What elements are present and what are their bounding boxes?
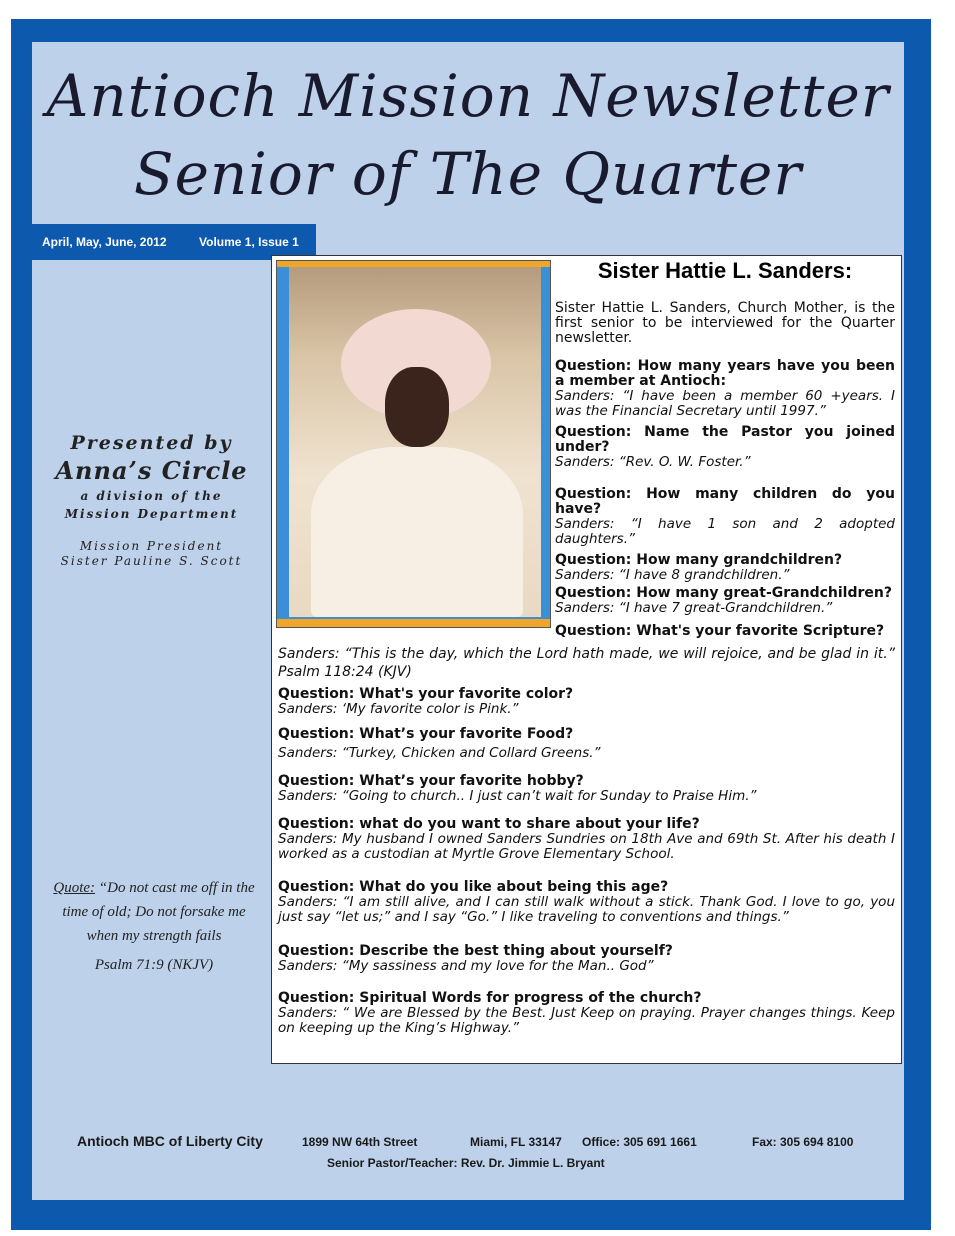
newsletter-subtitle: Senior of The Quarter <box>133 140 803 208</box>
division-text: a division of the <box>80 489 223 503</box>
article-intro: Sister Hattie L. Sanders, Church Mother, is the first senior to be interviewed for the Quarter newsletter. <box>555 300 895 346</box>
question: Question: What do you like about being this age? <box>278 879 669 895</box>
presented-by: Presented by <box>70 432 233 454</box>
qa-item <box>555 487 895 547</box>
answer: Sanders: “Turkey, Chicken and Collard Greens.” <box>278 745 601 761</box>
answer: Sanders: “My sassiness and my love for the Man.. God” <box>278 958 654 974</box>
article-heading: Sister Hattie L. Sanders: <box>597 258 853 283</box>
president-name: Sister Pauline S. Scott <box>60 554 243 568</box>
answer: Sanders: “I am still alive, and I can still walk without a stick. Thank God. I love to go, you just say “let us;” and I say “Go.” I like traveling to conventions and things.” <box>278 894 895 925</box>
qa-item <box>278 774 895 804</box>
circle-name: Anna’s Circle <box>55 456 248 485</box>
question: Question: Describe the best thing about yourself? <box>278 943 673 959</box>
qa-item <box>278 991 895 1036</box>
president-title: Mission President <box>79 539 224 553</box>
answer: Sanders: “I have 1 son and 2 adopted daughters.” <box>555 516 895 547</box>
newsletter-title: Antioch Mission Newsletter <box>46 62 890 130</box>
footer-address: 1899 NW 64th Street <box>302 1135 418 1149</box>
question: Question: How many children do you have? <box>555 486 895 517</box>
question: Question: How many years have you been a member at Antioch: <box>555 358 895 389</box>
answer: Sanders: “I have 7 great-Grandchildren.” <box>555 600 833 616</box>
qa-item <box>278 687 895 717</box>
question: Question: What’s your favorite Food? <box>278 726 574 742</box>
qa-item <box>278 727 895 761</box>
question: Question: What's your favorite Scripture? <box>555 623 885 639</box>
question: Question: What’s your favorite hobby? <box>278 773 584 789</box>
photo-image <box>289 267 541 617</box>
photo-border-bottom <box>277 619 550 627</box>
footer-office: Office: 305 691 1661 <box>582 1135 697 1149</box>
answer: Sanders: “Rev. O. W. Foster.” <box>555 454 751 470</box>
answer: Sanders: “Going to church.. I just can’t wait for Sunday to Praise Him.” <box>278 788 757 804</box>
photo-dress <box>311 447 523 617</box>
answer: Sanders: My husband I owned Sanders Sundries on 18th Ave and 69th St. After his death I worked as a custodian at Myrtle Grove Elementary School. <box>278 831 895 862</box>
answer: Sanders: ‘My favorite color is Pink.” <box>278 701 519 717</box>
answer: Sanders: “This is the day, which the Lord hath made, we will rejoice, and be glad in it.” Psalm 118:24 (KJV) <box>278 646 895 680</box>
sidebar-quote <box>48 876 260 948</box>
question: Question: What's your favorite color? <box>278 686 574 702</box>
photo-face <box>385 367 449 447</box>
question: Question: Name the Pastor you joined under? <box>555 424 895 455</box>
issue-date: April, May, June, 2012 <box>42 235 167 249</box>
question: Question: what do you want to share about your life? <box>278 816 700 832</box>
portrait-photo <box>276 260 551 628</box>
qa-item <box>555 359 895 419</box>
qa-item <box>278 944 895 974</box>
answer: Sanders: “I have 8 grandchildren.” <box>555 567 790 583</box>
answer: Sanders: “I have been a member 60 +years. I was the Financial Secretary until 1997.” <box>555 388 895 419</box>
footer-city: Miami, FL 33147 <box>470 1135 562 1149</box>
quote-reference: Psalm 71:9 (NKJV) <box>94 957 214 973</box>
qa-item <box>555 425 895 470</box>
question: Question: Spiritual Words for progress of the church? <box>278 990 702 1006</box>
qa-item <box>278 817 895 862</box>
qa-item <box>555 553 895 583</box>
footer-pastor: Senior Pastor/Teacher: Rev. Dr. Jimmie L. Bryant <box>327 1156 605 1170</box>
issue-volume: Volume 1, Issue 1 <box>199 235 299 249</box>
quote-label: Quote: <box>53 880 96 896</box>
question: Question: How many grandchildren? <box>555 552 843 568</box>
qa-question <box>555 624 895 639</box>
answer: Sanders: “ We are Blessed by the Best. Just Keep on praying. Prayer changes things. Keep on keeping up the King’s Highway.” <box>278 1005 895 1036</box>
footer-fax: Fax: 305 694 8100 <box>752 1135 854 1149</box>
qa-item <box>278 880 895 925</box>
footer-church: Antioch MBC of Liberty City <box>77 1133 263 1149</box>
question: Question: How many great-Grandchildren? <box>555 585 892 601</box>
qa-answer <box>278 645 895 681</box>
department-text: Mission Department <box>64 507 239 521</box>
quote-text: “Do not cast me off in the time of old; Do not forsake me when my strength fails <box>62 880 255 944</box>
qa-item <box>555 586 895 616</box>
